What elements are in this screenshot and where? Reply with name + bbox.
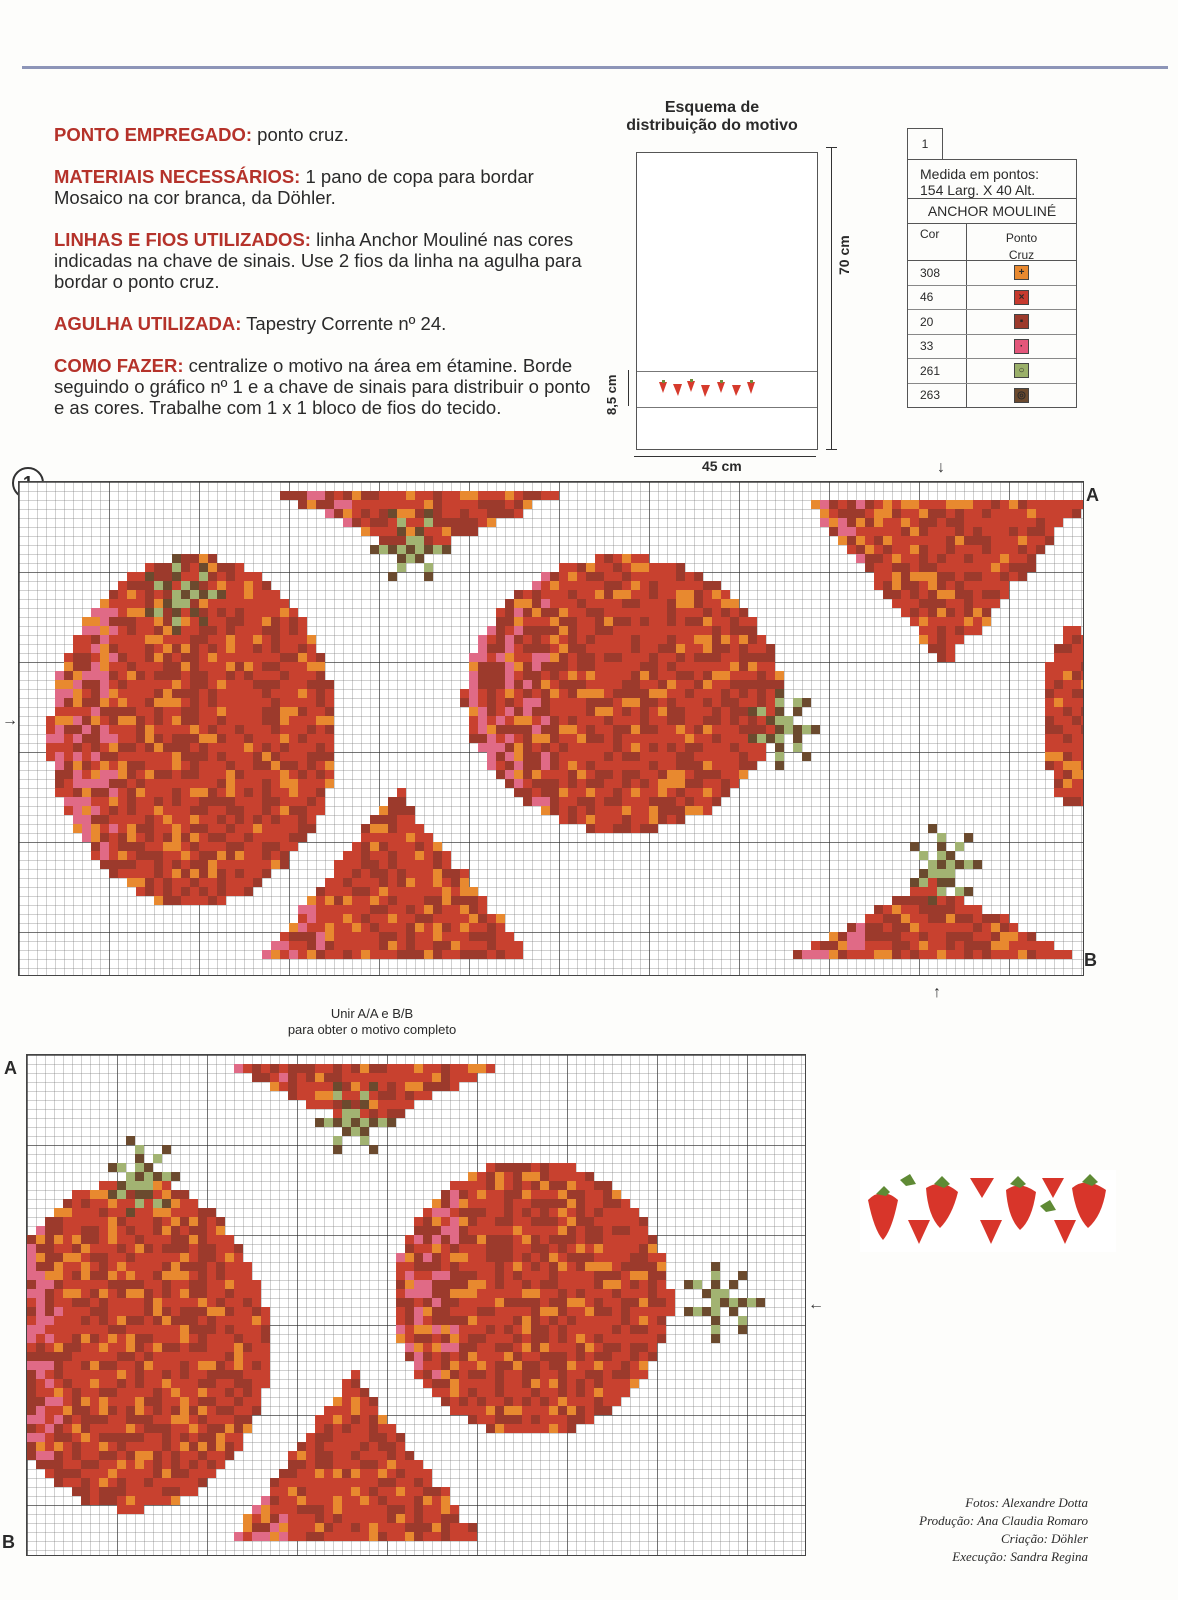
key-swatch: ○ bbox=[1014, 363, 1029, 378]
key-row bbox=[908, 384, 1076, 408]
chart-part-1-stitches bbox=[19, 482, 1083, 975]
credit-execution: Execução: Sandra Regina bbox=[952, 1549, 1088, 1564]
key-color-number: 308 bbox=[908, 261, 967, 285]
height-label: 70 cm bbox=[836, 235, 852, 275]
top-rule bbox=[22, 66, 1168, 69]
col-ponto bbox=[967, 224, 1076, 260]
como-text: centralize o motivo na área em étamine. Borde seguindo o gráfico nº 1 e a chave de sinais para distribuir o ponto e as cores. Trabalhe com 1 x 1 bloco de fios do tecido. bbox=[54, 355, 591, 418]
key-color-number: 20 bbox=[908, 310, 967, 334]
stitch-count-line1: Medida em pontos: bbox=[920, 166, 1040, 182]
credits bbox=[919, 1494, 1088, 1566]
key-swatch-cell bbox=[967, 310, 1076, 334]
schema-title-line1: Esquema de bbox=[664, 99, 760, 116]
chart-part-2-stitches bbox=[27, 1055, 805, 1555]
strawberry-band-icon bbox=[637, 372, 817, 407]
credit-production: Produção: Ana Claudia Romaro bbox=[919, 1513, 1088, 1528]
ponto-text: ponto cruz. bbox=[252, 124, 349, 145]
key-swatch-cell bbox=[967, 261, 1076, 285]
embroidery-band bbox=[637, 371, 817, 408]
key-row bbox=[908, 335, 1076, 360]
instructions bbox=[54, 124, 594, 439]
mark-b-left: B bbox=[2, 1532, 15, 1552]
key-swatch: × bbox=[1014, 290, 1029, 305]
key-swatch-cell bbox=[967, 359, 1076, 383]
finished-photo bbox=[860, 1170, 1116, 1252]
center-arrow-bottom-icon: ↑ bbox=[933, 984, 941, 1001]
strawberries-photo-icon bbox=[860, 1170, 1116, 1252]
agulha-text: Tapestry Corrente nº 24. bbox=[241, 313, 447, 334]
key-rows bbox=[908, 261, 1076, 407]
mark-a-left: A bbox=[4, 1058, 17, 1078]
materiais-text: 1 pano de copa para bordar Mosaico na cor branca, da Döhler. bbox=[54, 166, 534, 208]
center-arrow-left-icon: → bbox=[2, 712, 18, 729]
credit-photos: Fotos: Alexandre Dotta bbox=[965, 1495, 1088, 1510]
key-swatch-cell bbox=[967, 335, 1076, 359]
materiais-paragraph bbox=[54, 166, 594, 208]
join-instructions bbox=[282, 1006, 462, 1038]
height-dimension-line bbox=[831, 147, 832, 450]
key-swatch: · bbox=[1014, 339, 1029, 354]
width-dimension-line bbox=[634, 456, 816, 457]
mark-b-right: B bbox=[1084, 950, 1097, 970]
key-row bbox=[908, 359, 1076, 384]
key-color-number: 46 bbox=[908, 286, 967, 310]
center-arrow-top-icon: ↓ bbox=[937, 459, 945, 476]
col-ponto-line1: Ponto bbox=[1005, 231, 1038, 245]
agulha-paragraph bbox=[54, 313, 594, 334]
mark-a-right: A bbox=[1086, 485, 1099, 505]
col-cor: Cor bbox=[908, 224, 967, 260]
ponto-label: PONTO EMPREGADO: bbox=[54, 124, 253, 145]
key-box bbox=[907, 159, 1077, 408]
stitch-count bbox=[908, 160, 1076, 199]
schema-title bbox=[612, 99, 812, 135]
schema-title-line2: distribuição do motivo bbox=[626, 117, 798, 134]
key-swatch-cell bbox=[967, 384, 1076, 408]
chart-part-2 bbox=[26, 1054, 806, 1556]
key-swatch: ◎ bbox=[1014, 388, 1029, 403]
key-color-number: 33 bbox=[908, 335, 967, 359]
linhas-label: LINHAS E FIOS UTILIZADOS: bbox=[54, 229, 311, 250]
key-chart-number: 1 bbox=[907, 128, 943, 159]
color-key bbox=[907, 128, 1077, 408]
key-color-number: 263 bbox=[908, 384, 967, 408]
join-line2: para obter o motivo completo bbox=[287, 1022, 457, 1037]
width-label: 45 cm bbox=[702, 458, 742, 474]
join-line1: Unir A/A e B/B bbox=[330, 1006, 414, 1021]
como-label: COMO FAZER: bbox=[54, 355, 184, 376]
key-swatch-cell bbox=[967, 286, 1076, 310]
linhas-paragraph bbox=[54, 229, 594, 292]
key-row bbox=[908, 261, 1076, 286]
chart-part-1 bbox=[18, 481, 1084, 976]
band-label: 8,5 cm bbox=[604, 374, 619, 415]
key-swatch: + bbox=[1014, 265, 1029, 280]
thread-brand: ANCHOR MOULINÉ bbox=[908, 199, 1076, 224]
band-dimension-line bbox=[628, 370, 629, 406]
key-row bbox=[908, 286, 1076, 311]
agulha-label: AGULHA UTILIZADA: bbox=[54, 313, 242, 334]
stitch-count-line2: 154 Larg. X 40 Alt. bbox=[920, 182, 1036, 198]
como-paragraph bbox=[54, 355, 594, 418]
col-ponto-line2: Cruz bbox=[1008, 248, 1035, 262]
materiais-label: MATERIAIS NECESSÁRIOS: bbox=[54, 166, 301, 187]
key-color-number: 261 bbox=[908, 359, 967, 383]
ponto-paragraph bbox=[54, 124, 594, 145]
key-row bbox=[908, 310, 1076, 335]
key-header bbox=[908, 224, 1076, 261]
linhas-text: linha Anchor Mouliné nas cores indicadas na chave de sinais. Use 2 fios da linha na agulha para bordar o ponto cruz. bbox=[54, 229, 582, 292]
towel-diagram bbox=[636, 152, 818, 450]
key-swatch: ▪ bbox=[1014, 314, 1029, 329]
credit-creation: Criação: Döhler bbox=[1000, 1531, 1088, 1546]
center-arrow-right-icon: ← bbox=[808, 1296, 824, 1313]
